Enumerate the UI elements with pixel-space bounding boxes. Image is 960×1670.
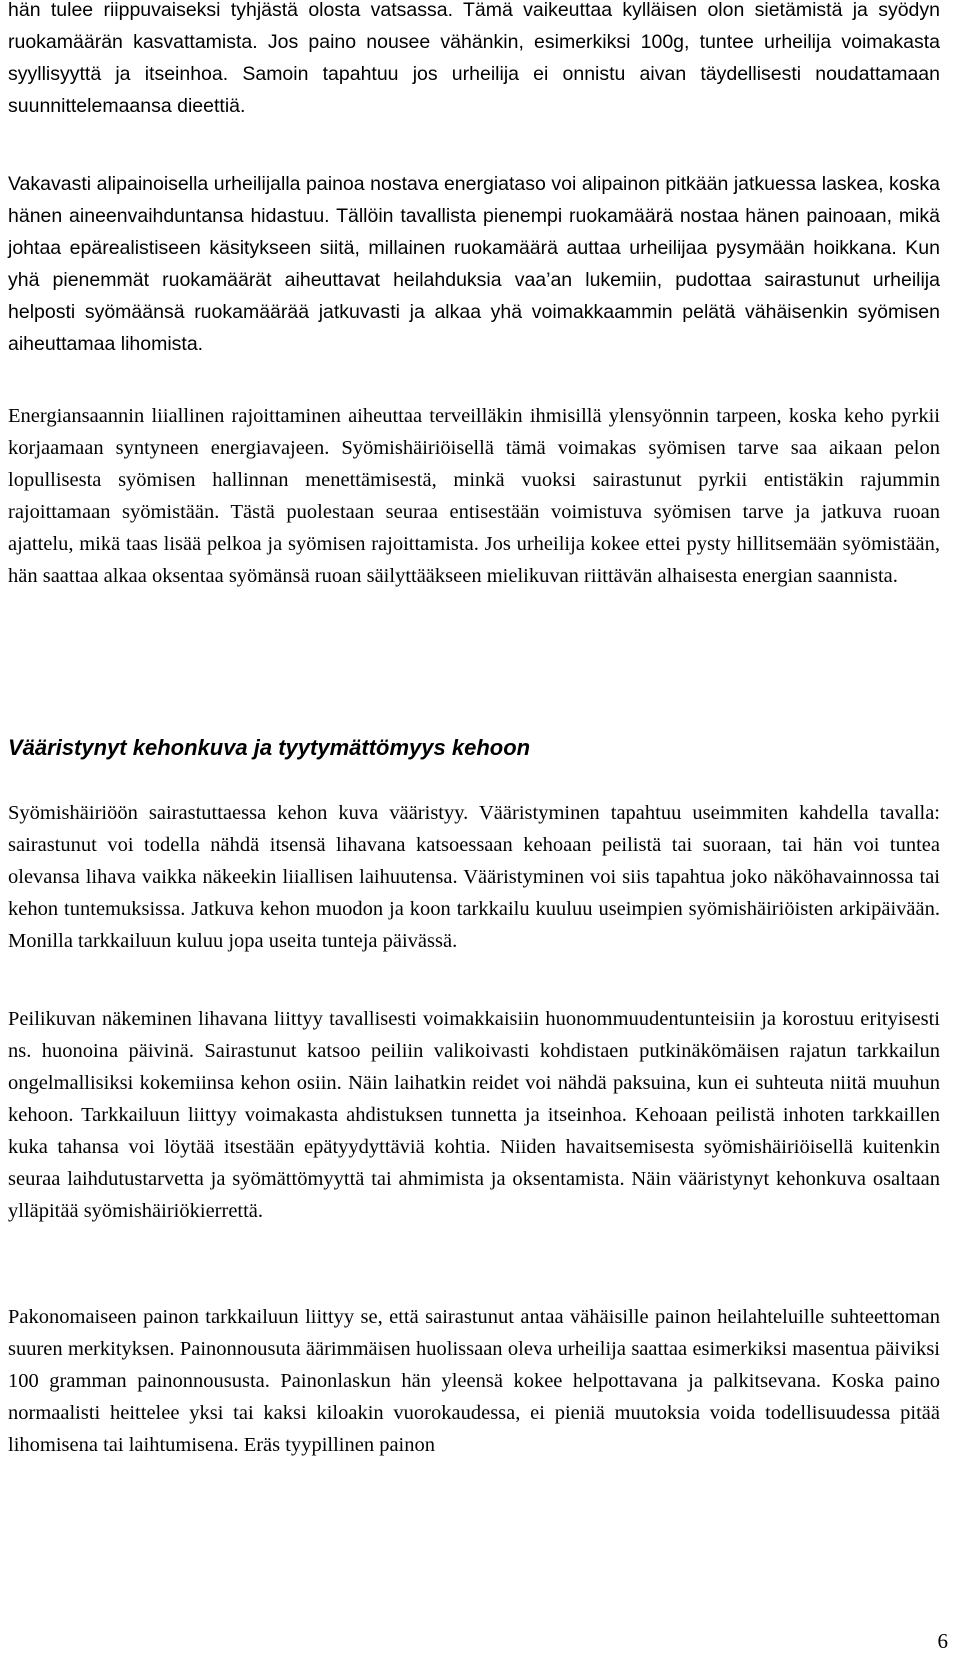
section-heading: Vääristynyt kehonkuva ja tyytymättömyys kehoon (8, 735, 531, 760)
paragraph-body-image-distortion: Syömishäiriöön sairastuttaessa kehon kuva vääristyy. Vääristyminen tapahtuu useimmiten kahdella tavalla: sairastunut voi todella nähdä itsensä lihavana katsoessaan kehoaan peilistä tai suoraan, tai hän voi tuntea olevansa lihava vaikka näkeekin liiallisen laihuutensa. Vääristyminen voi siis tapahtua joko näköhavainnossa tai kehon tuntemuksissa. Jatkuva kehon muodon ja koon tarkkailu kuuluu useimpien syömishäiriöisten arkipäivään. Monilla tarkkailuun kuluu jopa useita tunteja päivässä. (8, 802, 940, 952)
paragraph-metabolism-slowdown: Vakavasti alipainoisella urheilijalla painoa nostava energiataso voi alipainon pitkään jatkuessa laskea, koska hänen aineenvaihduntansa hidastuu. Tällöin tavallista pienempi ruokamäärä nostaa hänen painoaan, mikä johtaa epärealistiseen käsitykseen siitä, millainen ruokamäärä auttaa urheilijaa pysymään hoikkana. Kun yhä pienemmät ruokamäärät aiheuttavat heilahduksia vaa’an lukemiin, pudottaa sairastunut urheilija helposti syömäänsä ruokamäärää jatkuvasti ja alkaa yhä voimakkaammin pelätä vähäisenkin syömisen aiheuttamaa lihomista. (8, 173, 940, 355)
page-number: 6 (937, 1629, 948, 1653)
paragraph-weight-monitoring: Pakonomaiseen painon tarkkailuun liittyy se, että sairastunut antaa vähäisille painon heilahteluille suhteettoman suuren merkityksen. Painonnousuta äärimmäisen huolissaan oleva urheilija saattaa esimerkiksi masentua päiviksi 100 gramman painonnoususta. Painonlaskun hän yleensä kokee helpottavana ja palkitsevana. Koska paino normaalisti heittelee yksi tai kaksi kiloakin vuorokaudessa, ei pieniä muutoksia voida todellisuudessa pitää lihomisena tai laihtumisena. Eräs tyypillinen painon (8, 1306, 940, 1456)
paragraph-energy-restriction: Energiansaannin liiallinen rajoittaminen aiheuttaa terveilläkin ihmisillä ylensyönnin tarpeen, koska keho pyrkii korjaamaan syntyneen energiavajeen. Syömishäiriöisellä tämä voimakas syömisen tarve saa aikaan pelon lopullisesta syömisen hallinnan menettämisestä, minkä vuoksi sairastunut pyrkii entistäkin rajummin rajoittamaan syömistään. Tästä puolestaan seuraa entisestään voimistuva syömisen tarve ja jatkuva ruoan ajattelu, mikä taas lisää pelkoa ja syömisen rajoittamista. Jos urheilija kokee ettei pysty hillitsemään syömistään, hän saattaa alkaa oksentaa syömänsä ruoan säilyttääkseen mielikuvan riittävän alhaisesta energian saannista. (8, 405, 940, 587)
paragraph-weight-anxiety: hän tulee riippuvaiseksi tyhjästä olosta vatsassa. Tämä vaikeuttaa kylläisen olon sietämistä ja syödyn ruokamäärän kasvattamista. Jos paino nousee vähänkin, esimerkiksi 100g, tuntee urheilija voimakasta syyllisyyttä ja itseinhoa. Samoin tapahtuu jos urheilija ei onnistu aivan täydellisesti noudattamaan suunnittelemaansa dieettiä. (8, 0, 940, 117)
paragraph-mirror-image: Peilikuvan näkeminen lihavana liittyy tavallisesti voimakkaisiin huonommuudentunteisiin ja korostuu erityisesti ns. huonoina päivinä. Sairastunut katsoo peiliin valikoivasti kohdistaen putkinäkömäisen rajatun tarkkailun ongelmallisiksi kokemiinsa kehon osiin. Näin laihatkin reidet voi nähdä paksuina, kun ei suhteuta niitä muuhun kehoon. Tarkkailuun liittyy voimakasta ahdistuksen tunnetta ja itseinhoa. Kehoaan peilistä inhoten tarkkaillen kuka tahansa voi löytää itsestään epätyydyttäviä kohtia. Niiden havaitsemisesta syömishäiriöisellä kuitenkin seuraa laihdutustarvetta ja syömättömyyttä tai ahmimista ja oksentamista. Näin vääristynyt kehonkuva osaltaan ylläpitää syömishäiriökierrettä. (8, 1008, 940, 1222)
